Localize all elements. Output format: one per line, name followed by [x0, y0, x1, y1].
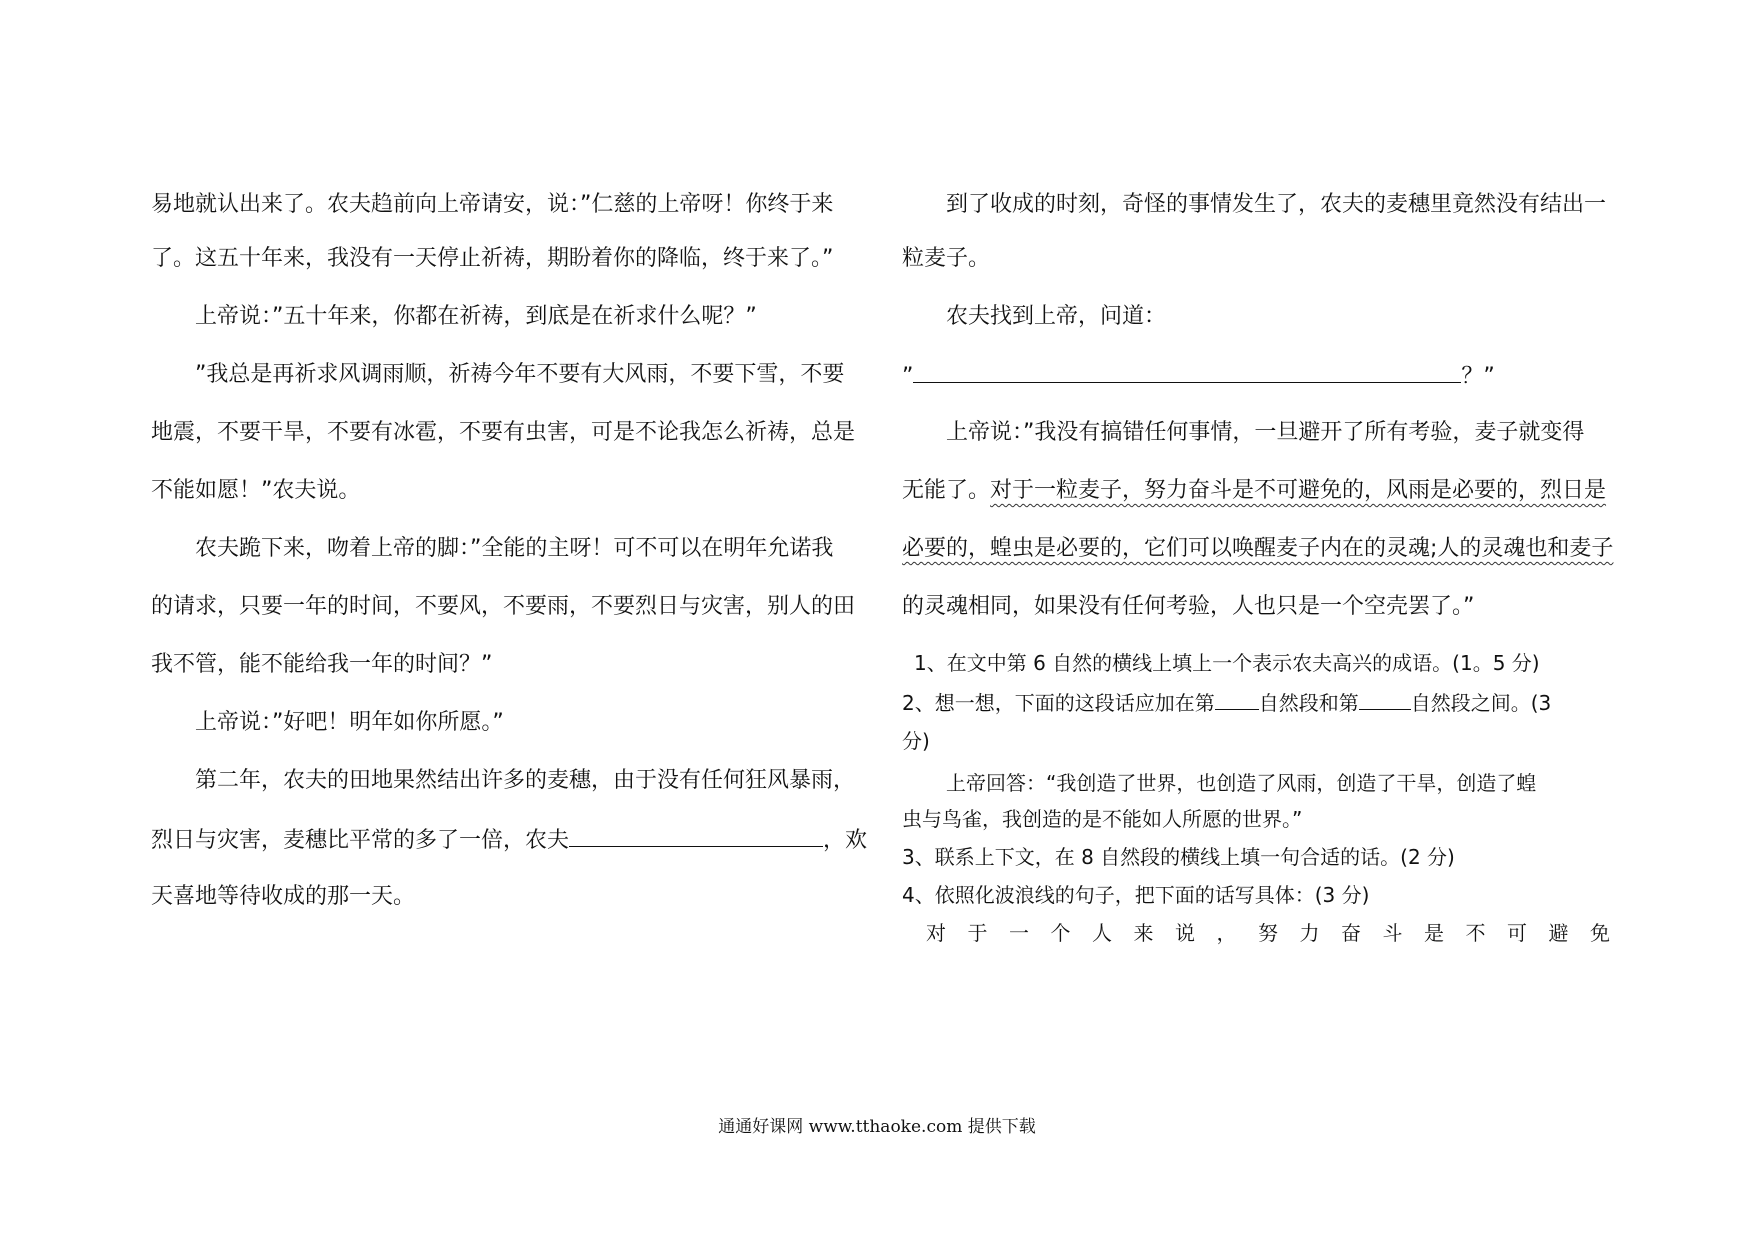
paragraph-line: [902, 476, 1606, 506]
question-text: 自然段之间。(3: [1410, 691, 1552, 715]
answer-blank-6[interactable]: [569, 824, 823, 847]
paragraph-line: 农夫跪下来，吻着上帝的脚：”全能的主呀！可不可以在明年允诺我: [195, 536, 834, 561]
wavy-underlined-text: 必要的，蝗虫是必要的，它们可以唤醒麦子内在的灵魂;人的灵魂也和麦子: [902, 536, 1614, 561]
paragraph-text: ，欢: [823, 828, 868, 853]
paragraph-line: 上帝说：”我没有搞错任何事情，一旦避开了所有考验，麦子就变得: [946, 420, 1585, 445]
answer-blank-paragraph-b[interactable]: [1359, 691, 1411, 710]
paragraph-text: 烈日与灾害，麦穗比平常的多了一倍，农夫: [151, 828, 570, 853]
question-text: 2、想一想，下面的这段话应加在第: [902, 691, 1215, 715]
question-2-continued: 分): [902, 729, 930, 753]
question-4-prompt: 对于一个人来说，努力奋斗是不可避免: [926, 921, 1632, 945]
paragraph-line: [902, 360, 1495, 390]
paragraph-text: ？”: [1461, 364, 1495, 389]
paragraph-line: 到了收成的时刻，奇怪的事情发生了，农夫的麦穗里竟然没有结出一: [946, 192, 1607, 217]
paragraph-line: 易地就认出来了。农夫趋前向上帝请安，说：”仁慈的上帝呀！你终于来: [151, 192, 834, 217]
quoted-passage: 上帝回答：“我创造了世界，也创造了风雨，创造了干旱，创造了蝗: [946, 771, 1537, 795]
paragraph-line: 上帝说：”五十年来，你都在祈祷，到底是在祈求什么呢？”: [195, 304, 757, 329]
paragraph-line: 的灵魂相同，如果没有任何考验，人也只是一个空壳罢了。”: [902, 594, 1475, 619]
paragraph-text: ”: [902, 364, 914, 389]
question-1: 1、在文中第 6 自然的横线上填上一个表示农夫高兴的成语。(1。5 分): [914, 651, 1540, 675]
question-text: 自然段和第: [1258, 691, 1359, 715]
paragraph-line: 了。这五十年来，我没有一天停止祈祷，期盼着你的降临，终于来了。”: [151, 246, 834, 271]
paragraph-line: 不能如愿！”农夫说。: [151, 478, 361, 503]
quoted-passage: 虫与鸟雀，我创造的是不能如人所愿的世界。”: [902, 807, 1303, 831]
wavy-underlined-text: 对于一粒麦子，努力奋斗是不可避免的，风雨是必要的，烈日是: [990, 478, 1607, 503]
question-4: 4、依照化波浪线的句子，把下面的话写具体：(3 分): [902, 883, 1370, 907]
paragraph-line: 的请求，只要一年的时间，不要风，不要雨，不要烈日与灾害，别人的田: [151, 594, 856, 619]
paragraph-line: 我不管，能不能给我一年的时间？”: [151, 652, 493, 677]
footer-credit: 通通好课网 www.tthaoke.com 提供下载: [718, 1117, 1036, 1137]
answer-blank-8[interactable]: [913, 360, 1461, 383]
paragraph-line: 天喜地等待收成的那一天。: [151, 884, 416, 909]
paragraph-line: [902, 534, 1613, 564]
paragraph-text: 无能了。: [902, 478, 991, 503]
paragraph-line: ”我总是再祈求风调雨顺，祈祷今年不要有大风雨，不要下雪，不要: [195, 362, 845, 387]
paragraph-line: 地震，不要干旱，不要有冰雹，不要有虫害，可是不论我怎么祈祷，总是: [151, 420, 856, 445]
answer-blank-paragraph-a[interactable]: [1215, 691, 1259, 710]
question-3: 3、联系上下文，在 8 自然段的横线上填一句合适的话。(2 分): [902, 845, 1455, 869]
paragraph-line: 上帝说：”好吧！明年如你所愿。”: [195, 710, 504, 735]
paragraph-line: 粒麦子。: [902, 246, 991, 271]
paragraph-line: 第二年，农夫的田地果然结出许多的麦穗，由于没有任何狂风暴雨，: [195, 768, 856, 793]
paragraph-line: 农夫找到上帝，问道：: [946, 304, 1167, 329]
paragraph-line: [151, 824, 867, 854]
question-2: [902, 690, 1551, 716]
